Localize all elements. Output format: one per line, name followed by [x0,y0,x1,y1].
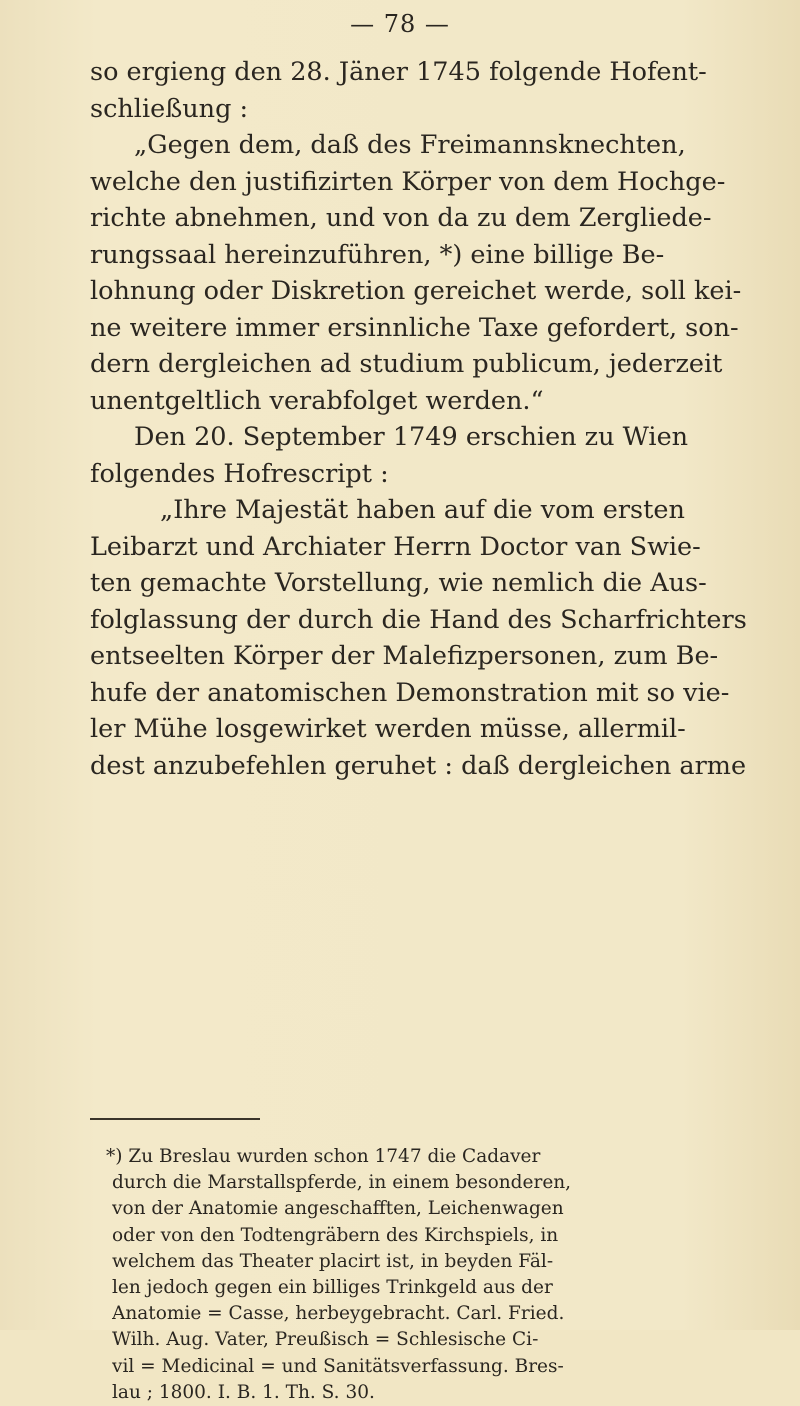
text-line: rungssaal hereinzuführen, *) eine billige Be- [90,239,665,270]
text-line: dern dergleichen ad studium publicum, jederzeit [90,349,723,379]
footnote-line: oder von den Todtengräbern des Kirchspiels, in [112,1224,559,1246]
text-line: folglassung der durch die Hand des Scharfrichters [90,604,747,635]
footnote-line: Anatomie = Casse, herbeygebracht. Carl. Fried. [112,1303,565,1325]
footnote-line: welchem das Theater placirt ist, in beyden Fäl- [112,1250,554,1272]
main-text-block [90,54,762,784]
text-line: lohnung oder Diskretion gereichet werde, soll kei- [90,276,742,306]
text-line: schließung : [90,93,249,124]
footnote-line: len jedoch gegen ein billiges Trinkgeld aus der [112,1276,553,1298]
footnote-line: *) Zu Breslau wurden schon 1747 die Cadaver [106,1146,541,1167]
text-line: „Ihre Majestät haben auf die vom ersten [160,495,685,525]
footnote-line: lau ; 1800. I. B. 1. Th. S. 30. [112,1381,375,1403]
text-line: ler Mühe losgewirket werden müsse, allermil- [90,714,686,744]
footnote-line: Wilh. Aug. Vater, Preußisch = Schlesische Ci- [112,1329,539,1351]
text-line: ne weitere immer ersinnliche Taxe gefordert, son- [90,312,739,343]
text-line: ten gemachte Vorstellung, wie nemlich die Aus- [90,568,707,598]
footnote-separator [90,1118,260,1120]
footnote-line: von der Anatomie angeschafften, Leichenwagen [112,1198,564,1220]
text-line: richte abnehmen, und von da zu dem Zergliede- [90,203,712,233]
text-line: welche den justifizirten Körper von dem Hochge- [90,166,726,197]
text-line: unentgeltlich verabfolget werden.“ [90,385,544,416]
footnote-line: vil = Medicinal = und Sanitätsverfassung. Bres- [112,1355,564,1377]
text-line: dest anzubefehlen geruhet : daß dergleichen arme [90,750,747,781]
text-line: folgendes Hofrescript : [90,458,389,489]
text-line: Den 20. September 1749 erschien zu Wien [134,422,689,452]
text-line: entseelten Körper der Malefizpersonen, zum Be- [90,641,719,671]
text-line: Leibarzt und Archiater Herrn Doctor van Swie- [90,531,701,562]
footnote-block [106,1144,762,1406]
text-line: hufe der anatomischen Demonstration mit so vie- [90,677,730,708]
page-number: — 78 — [350,10,450,38]
text-line: „Gegen dem, daß des Freimannsknechten, [134,130,686,160]
text-line: so ergieng den 28. Jäner 1745 folgende Hofent- [90,57,707,87]
footnote-line: durch die Marstallspferde, in einem besonderen, [112,1172,572,1194]
